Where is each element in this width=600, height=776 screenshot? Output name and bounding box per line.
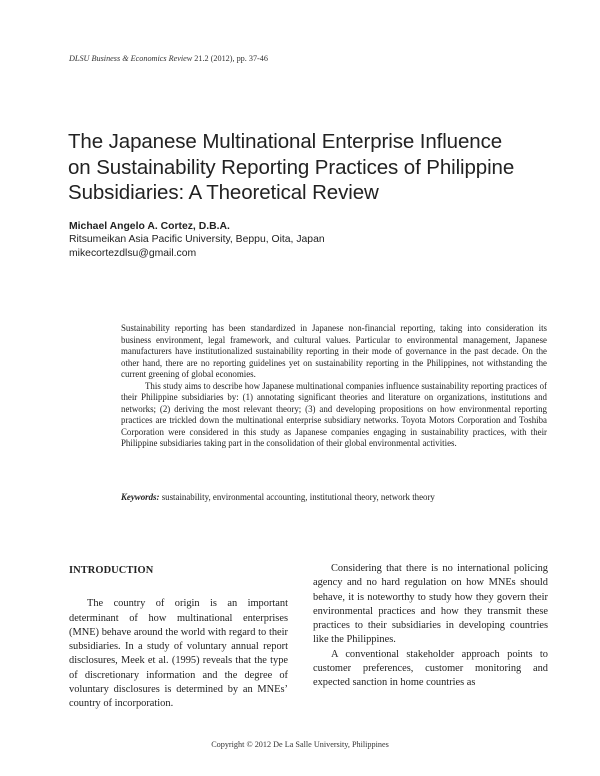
paper-title — [68, 129, 568, 206]
author-block — [69, 220, 325, 260]
abstract — [121, 323, 547, 450]
body-paragraph: A conventional stakeholder approach points to customer preferences, customer monitoring and expected sanction in home countries as — [313, 648, 548, 688]
title-line: Subsidiaries: A Theoretical Review — [68, 181, 379, 204]
author-name: Michael Angelo A. Cortez, D.B.A. — [69, 221, 230, 232]
author-email: mikecortezdlsu@gmail.com — [69, 247, 197, 259]
author-affiliation: Ritsumeikan Asia Pacific University, Beppu, Oita, Japan — [69, 234, 325, 246]
journal-citation: 21.2 (2012), pp. 37-46 — [192, 54, 268, 63]
title-line: The Japanese Multinational Enterprise Influence — [68, 130, 503, 153]
section-heading: INTRODUCTION — [69, 565, 154, 576]
abstract-paragraph: Sustainability reporting has been standardized in Japanese non-financial reporting, taking into consideration its business environment, legal framework, and cultural values. Particular to environmental management, Japanese manufacturers have institutionalized sustainability reporting in their mode of governance in the past decade. On the other hand, there are no reporting guidelines yet on sustainability reporting in the Philippines, not withstanding the current greening of global economies. — [121, 323, 547, 380]
keywords — [121, 492, 551, 502]
left-column — [69, 564, 288, 711]
body-paragraph: The country of origin is an important determinant of how multinational enterprises (MNE) behave around the world with regard to their subsidiaries. In a study of voluntary annual report disclosures, Meek et al. (1995) reveals that the type of discretionary information and the degree of voluntary disclosures is determined by an MNEs’ country of incorporation. — [69, 598, 288, 709]
title-line: on Sustainability Reporting Practices of Philippine — [68, 155, 515, 179]
abstract-paragraph: This study aims to describe how Japanese multinational companies influence sustainability reporting practices of their Philippine subsidiaries by: (1) annotating significant theories and literature on organizations, institutions and networks; (2) deriving the most relevant theory; (3) and developing propositions on how environmental reporting practices are trickled down the multinational enterprise subsidiary networks. Toyota Motors Corporation and Toshiba Corporation were considered in this study as Japanese companies engaging in sustainability practices, with their Philippine subsidiaries taking part in the consolidation of their global environmental activities. — [121, 380, 547, 449]
journal-name: DLSU Business & Economics Review — [69, 54, 193, 63]
body-paragraph: Considering that there is no international policing agency and no hard regulation on how MNEs should behave, it is noteworthy to study how they govern their environmental practices and how they transmit these practices to their subsidiaries in developing countries like the Philippines. — [313, 563, 548, 646]
journal-header — [69, 54, 268, 63]
right-column — [313, 562, 548, 690]
keywords-label: Keywords: — [121, 492, 160, 502]
copyright-footer: Copyright © 2012 De La Salle University, Philippines — [211, 740, 389, 749]
keywords-text: sustainability, environmental accounting, institutional theory, network theory — [159, 492, 435, 502]
